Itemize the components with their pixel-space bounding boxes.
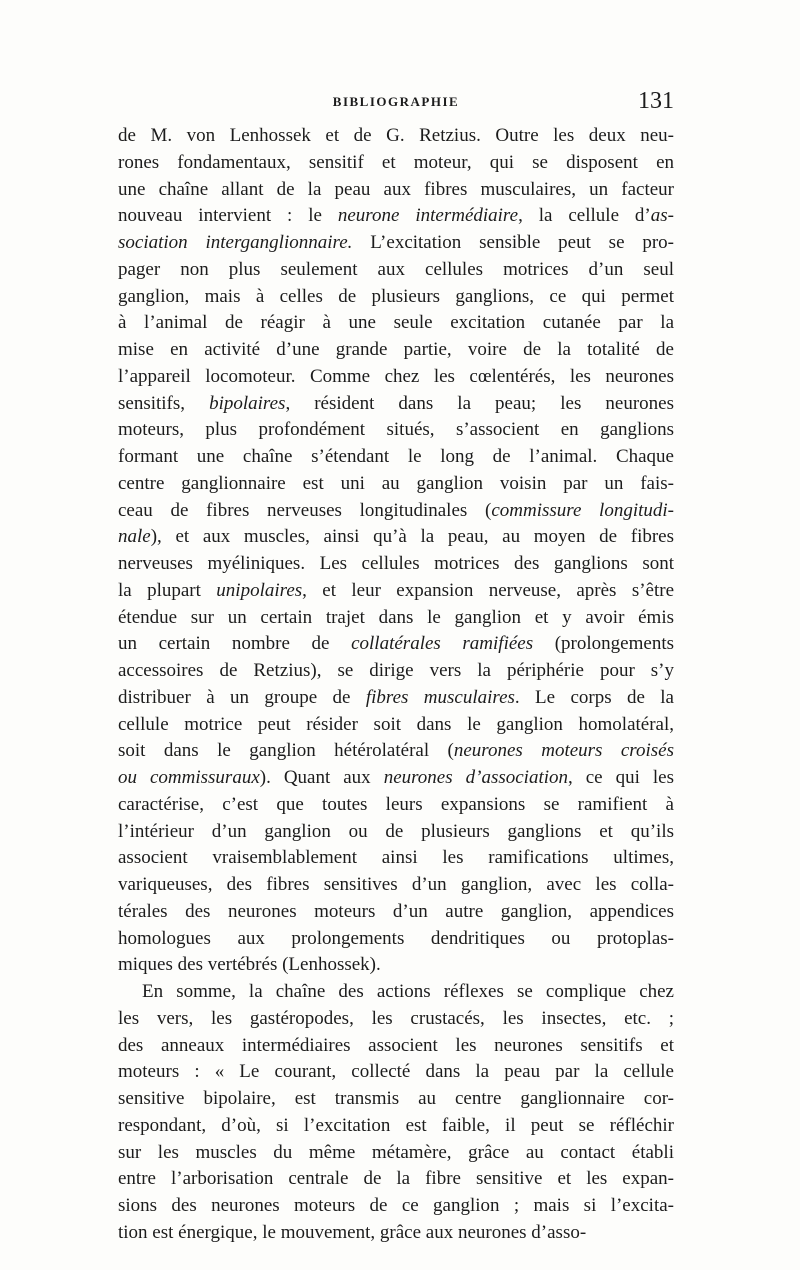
text-segment: , ce qui les [568,767,674,788]
text-segment: , la cellule d’ [518,205,651,227]
text-segment: caractérise, c’est que toutes leurs expansions se ramifient à [118,793,674,815]
text-line [118,685,674,712]
text-line [118,1059,674,1086]
text-segment: L’excitation sensible peut se pro- [352,232,674,253]
italic-text: ou commissuraux [118,767,260,788]
text-segment: de M. von Lenhossek et de G. Retzius. Outre les deux neu- [118,125,674,146]
text-line [118,738,674,765]
text-line [118,444,674,471]
text-line [118,1166,674,1193]
text-segment: tion est énergique, le mouvement, grâce aux neurones d’asso- [118,1221,587,1243]
text-segment: à l’animal de réagir à une seule excitation cutanée par la [118,312,674,334]
text-segment: sions des neurones moteurs de ce ganglion ; mais si l’excita- [118,1195,674,1216]
italic-text: bipolaires [209,392,286,414]
italic-text: commissure longitudi- [491,499,674,521]
text-segment: respondant, d’où, si l’excitation est faible, il peut se réfléchir [118,1114,674,1136]
page-number: 131 [638,88,674,114]
text-segment: moteurs : « Le courant, collecté dans la peau par la cellule [118,1061,674,1083]
text-segment: centre ganglionnaire est uni au ganglion voisin par un fais- [118,472,674,494]
text-line [118,1193,674,1220]
text-segment: En somme, la chaîne des actions réflexes se complique chez [142,981,674,1002]
text-line [118,364,674,391]
text-segment: une chaîne allant de la peau aux fibres musculaires, un facteur [118,178,674,200]
text-segment: sur les muscles du même métamère, grâce au contact établi [118,1141,674,1163]
text-line [118,872,674,899]
italic-text: fibres musculaires [365,686,515,708]
text-line [118,792,674,819]
text-line [118,1006,674,1033]
text-segment: moteurs, plus profondément situés, s’associent en ganglions [118,419,674,441]
text-line [118,498,674,525]
text-line [118,952,674,979]
text-line [118,257,674,284]
text-line [118,310,674,337]
text-segment: entre l’arborisation centrale de la fibre sensitive et les expan- [118,1168,674,1190]
text-segment: sensitifs, [118,392,210,414]
text-line [118,551,674,578]
italic-text: collatérales ramifiées [351,633,534,655]
italic-text: nale [118,526,151,548]
text-segment: étendue sur un certain trajet dans le ganglion et y avoir émis [118,606,674,628]
italic-text: sociation interganglionnaire. [118,232,353,253]
text-line [118,765,674,792]
text-segment: pager non plus seulement aux cellules motrices d’un seul [118,258,674,280]
text-segment: , résident dans la peau; les neurones [285,392,674,414]
text-segment: (prolongements [533,633,674,655]
text-segment: , et leur expansion nerveuse, après s’être [302,579,674,601]
text-segment: des anneaux intermédiaires associent les neurones sensitifs et [118,1034,674,1056]
text-line [118,337,674,364]
text-line [118,926,674,953]
text-line [118,1033,674,1060]
italic-text: as- [650,205,674,227]
text-line [118,578,674,605]
italic-text: neurones d’association [383,767,569,788]
text-segment: ceau de fibres nerveuses longitudinales ( [118,499,492,521]
text-segment: formant une chaîne s’étendant le long de l’animal. Chaque [118,446,674,467]
body-text [118,123,674,1247]
text-segment: nouveau intervient : le [118,205,338,227]
italic-text: neurone intermédiaire [337,205,519,227]
text-line [118,979,674,1006]
text-line [118,631,674,658]
text-line [118,819,674,846]
text-segment: associent vraisemblablement ainsi les ramifications ultimes, [118,847,674,869]
text-line [118,524,674,551]
text-segment: les vers, les gastéropodes, les crustacés, les insectes, etc. ; [118,1007,674,1029]
text-segment: homologues aux prolongements dendritiques ou protoplas- [118,927,674,949]
text-line [118,1113,674,1140]
text-line [118,712,674,739]
text-line [118,1086,674,1113]
text-segment: rones fondamentaux, sensitif et moteur, qui se disposent en [118,151,674,173]
text-segment: distribuer à un groupe de [118,686,366,708]
text-segment: mise en activité d’une grande partie, voire de la totalité de [118,339,674,360]
text-segment: ), et aux muscles, ainsi qu’à la peau, au moyen de fibres [150,526,674,548]
text-segment: l’intérieur d’un ganglion ou de plusieurs ganglions et qu’ils [118,820,674,842]
text-line [118,203,674,230]
text-line [118,658,674,685]
italic-text: neurones moteurs croisés [453,740,674,762]
text-line [118,605,674,632]
text-segment: sensitive bipolaire, est transmis au centre ganglionnaire cor- [118,1088,674,1109]
text-segment: miques des vertébrés (Lenhossek). [118,954,381,976]
text-line [118,177,674,204]
text-segment: ganglion, mais à celles de plusieurs ganglions, ce qui permet [118,285,674,307]
text-line [118,123,674,150]
text-line [118,230,674,257]
text-segment: . Le corps de la [514,686,674,708]
text-line [118,899,674,926]
text-line [118,845,674,872]
text-segment: cellule motrice peut résider soit dans le ganglion homolatéral, [118,713,674,735]
text-line [118,150,674,177]
page-header [118,90,674,120]
text-segment: nerveuses myéliniques. Les cellules motrices des ganglions sont [118,553,674,574]
text-segment: variqueuses, des fibres sensitives d’un ganglion, avec les colla- [118,874,674,895]
text-segment: un certain nombre de [118,633,352,655]
text-line [118,391,674,418]
text-line [118,1220,674,1247]
text-segment: térales des neurones moteurs d’un autre ganglion, appendices [118,900,674,922]
text-segment: la plupart [118,579,217,601]
text-segment: accessoires de Retzius), se dirige vers la périphérie pour s’y [118,660,674,681]
running-head: BIBLIOGRAPHIE [332,94,460,109]
text-line [118,417,674,444]
text-line [118,471,674,498]
text-segment: soit dans le ganglion hétérolatéral ( [118,740,454,762]
italic-text: unipolaires [216,579,303,601]
text-line [118,284,674,311]
text-segment: ). Quant aux [259,767,384,788]
text-segment: l’appareil locomoteur. Comme chez les cœlentérés, les neurones [118,365,674,387]
text-line [118,1140,674,1167]
